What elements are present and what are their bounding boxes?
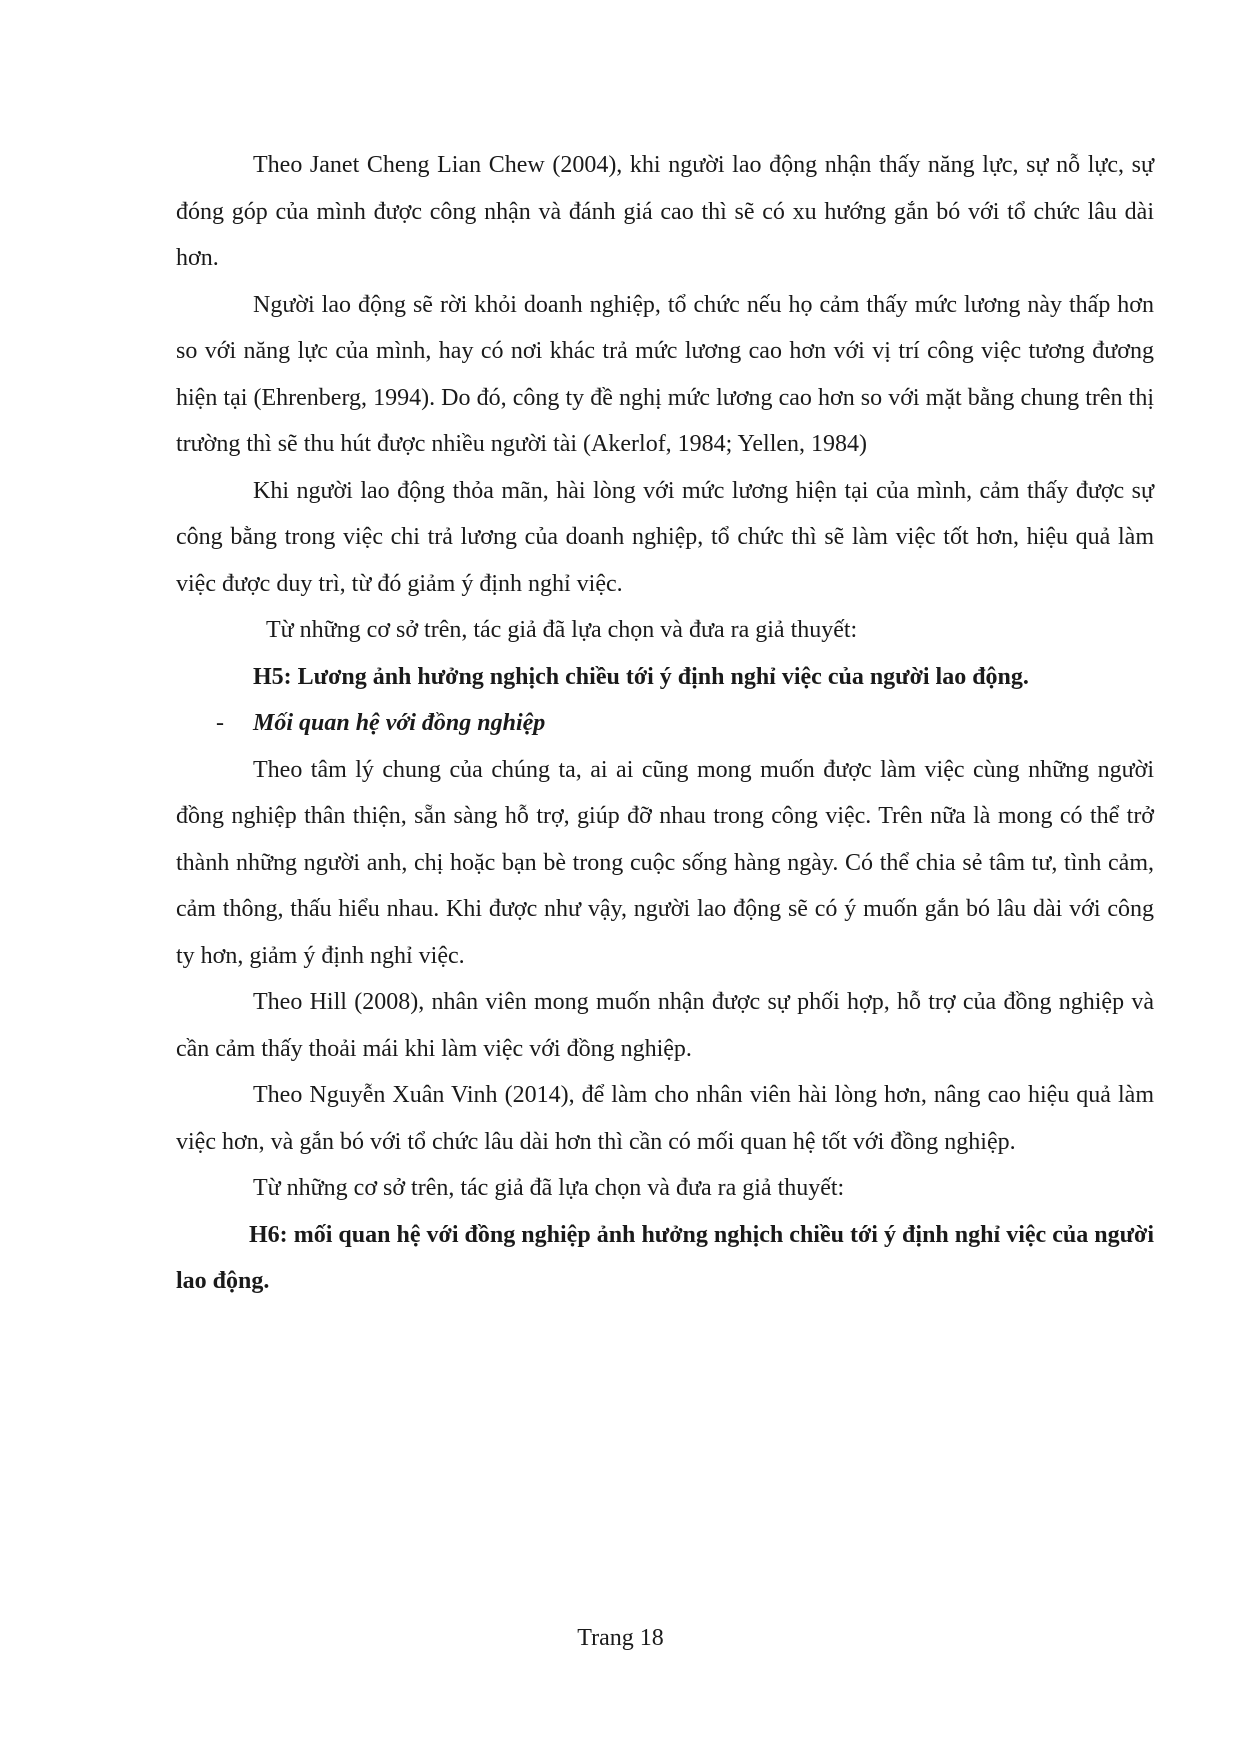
section-heading-coworkers xyxy=(176,700,1154,747)
paragraph-salary-satisfaction: Khi người lao động thỏa mãn, hài lòng với mức lương hiện tại của mình, cảm thấy được sự công bằng trong việc chi trả lương của doanh nghiệp, tổ chức thì sẽ làm việc tốt hơn, hiệu quả làm việc được duy trì, từ đó giảm ý định nghỉ việc. xyxy=(176,477,1154,597)
paragraph-nguyen-xuan-vinh: Theo Nguyễn Xuân Vinh (2014), để làm cho nhân viên hài lòng hơn, nâng cao hiệu quả làm việc hơn, và gắn bó với tổ chức lâu dài hơn thì cần có mối quan hệ tốt với đồng nghiệp. xyxy=(176,1082,1154,1155)
hypothesis-h5: H5: Lương ảnh hưởng nghịch chiều tới ý định nghỉ việc của người lao động. xyxy=(253,663,1029,690)
paragraph-coworkers-general: Theo tâm lý chung của chúng ta, ai ai cũng mong muốn được làm việc cùng những người đồng nghiệp thân thiện, sẵn sàng hỗ trợ, giúp đỡ nhau trong công việc. Trên nữa là mong có thể trở thành những người anh, chị hoặc bạn bè trong cuộc sống hàng ngày. Có thể chia sẻ tâm tư, tình cảm, cảm thông, thấu hiểu nhau. Khi được như vậy, người lao động sẽ có ý muốn gắn bó lâu dài với công ty hơn, giảm ý định nghỉ việc. xyxy=(176,756,1154,969)
paragraph-salary-leave: Người lao động sẽ rời khỏi doanh nghiệp, tổ chức nếu họ cảm thấy mức lương này thấp hơn so với năng lực của mình, hay có nơi khác trả mức lương cao hơn với vị trí công việc tương đương hiện tại (Ehrenberg, 1994). Do đó, công ty đề nghị mức lương cao hơn so với mặt bằng chung trên thị trường thì sẽ thu hút được nhiều người tài (Akerlof, 1984; Yellen, 1984) xyxy=(176,291,1154,457)
hypothesis-h6: H6: mối quan hệ với đồng nghiệp ảnh hưởng nghịch chiều tới ý định nghỉ việc của người lao động. xyxy=(176,1221,1154,1294)
paragraph-hypothesis-intro-2: Từ những cơ sở trên, tác giả đã lựa chọn và đưa ra giả thuyết: xyxy=(253,1175,845,1201)
bullet-dash: - xyxy=(216,710,224,736)
paragraph-chew: Theo Janet Cheng Lian Chew (2004), khi người lao động nhận thấy năng lực, sự nỗ lực, sự đóng góp của mình được công nhận và đánh giá cao thì sẽ có xu hướng gắn bó với tổ chức lâu dài hơn. xyxy=(176,152,1154,271)
paragraph-hypothesis-intro-1: Từ những cơ sở trên, tác giả đã lựa chọn và đưa ra giả thuyết: xyxy=(266,617,858,643)
paragraph-hill: Theo Hill (2008), nhân viên mong muốn nhận được sự phối hợp, hỗ trợ của đồng nghiệp và cần cảm thấy thoải mái khi làm việc với đồng nghiệp. xyxy=(176,989,1154,1062)
page-number: Trang 18 xyxy=(577,1625,664,1651)
page-body xyxy=(176,142,1154,1305)
bullet-heading-text: Mối quan hệ với đồng nghiệp xyxy=(253,710,546,736)
